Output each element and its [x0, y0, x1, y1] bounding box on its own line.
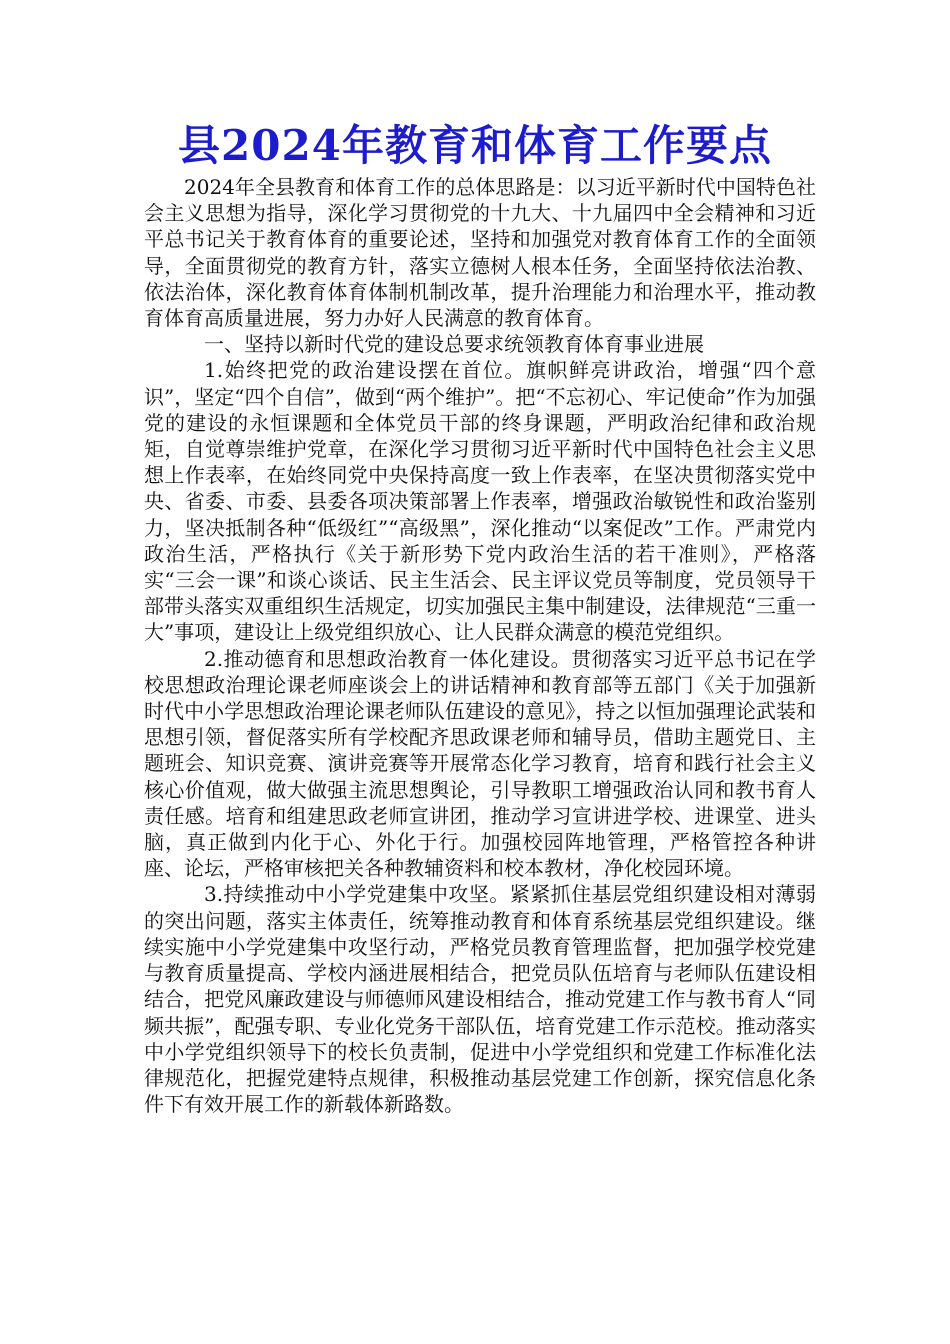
intro-paragraph: 2024年全县教育和体育工作的总体思路是：以习近平新时代中国特色社会主义思想为指导，深化学习贯彻党的十九大、十九届四中全会精神和习近平总书记关于教育体育的重要论述，坚持和加强党对教育体育工作的全面领导，全面贯彻党的教育方针，落实立德树人根本任务，全面坚持依法治教、依法治体，深化教育体育体制机制改革，提升治理能力和治理水平，推动教育体育高质量进展，努力办好人民满意的教育体育。 [144, 175, 816, 331]
item-paragraph-1: 1.始终把党的政治建设摆在首位。旗帜鲜亮讲政治，增强“四个意识”，坚定“四个自信”，做到“两个维护”。把“不忘初心、牢记使命”作为加强党的建设的永恒课题和全体党员干部的终身课题，严明政治纪律和政治规矩，自觉尊崇维护党章，在深化学习贯彻习近平新时代中国特色社会主义思想上作表率，在始终同党中央保持高度一致上作表率，在坚决贯彻落实党中央、省委、市委、县委各项决策部署上作表率，增强政治敏锐性和政治鉴别力，坚决抵制各种“低级红”“高级黑”，深化推动“以案促改”工作。严肃党内政治生活，严格执行《关于新形势下党内政治生活的若干准则》，严格落实“三会一课”和谈心谈话、民主生活会、民主评议党员等制度，党员领导干部带头落实双重组织生活规定，切实加强民主集中制建设，法律规范“三重一大”事项，建设让上级党组织放心、让人民群众满意的模范党组织。 [144, 358, 816, 645]
document-body [144, 174, 816, 1117]
item-paragraph-3: 3.持续推动中小学党建集中攻坚。紧紧抓住基层党组织建设相对薄弱的突出问题，落实主体责任，统筹推动教育和体育系统基层党组织建设。继续实施中小学党建集中攻坚行动，严格党员教育管理监督，把加强学校党建与教育质量提高、学校内涵进展相结合，把党员队伍培育与老师队伍建设相结合，把党风廉政建设与师德师风建设相结合，推动党建工作与教书育人“同频共振”，配强专职、专业化党务干部队伍，培育党建工作示范校。推动落实中小学党组织领导下的校长负责制，促进中小学党组织和党建工作标准化法律规范化，把握党建特点规律，积极推动基层党建工作创新，探究信息化条件下有效开展工作的新载体新路数。 [144, 882, 816, 1117]
document-title: 县2024年教育和体育工作要点 [178, 121, 772, 170]
section-heading: 一、坚持以新时代党的建设总要求统领教育体育事业进展 [204, 332, 704, 357]
item-paragraph-2: 2.推动德育和思想政治教育一体化建设。贯彻落实习近平总书记在学校思想政治理论课老师座谈会上的讲话精神和教育部等五部门《关于加强新时代中小学思想政治理论课老师队伍建设的意见》，持之以恒加强理论武装和思想引领，督促落实所有学校配齐思政课老师和辅导员，借助主题党日、主题班会、知识竞赛、演讲竞赛等开展常态化学习教育，培育和践行社会主义核心价值观，做大做强主流思想舆论，引导教职工增强政治认同和教书育人责任感。培育和组建思政老师宣讲团，推动学习宣讲进学校、进课堂、进头脑，真正做到内化于心、外化于行。加强校园阵地管理，严格管控各种讲座、论坛，严格审核把关各种教辅资料和校本教材，净化校园环境。 [144, 646, 816, 881]
